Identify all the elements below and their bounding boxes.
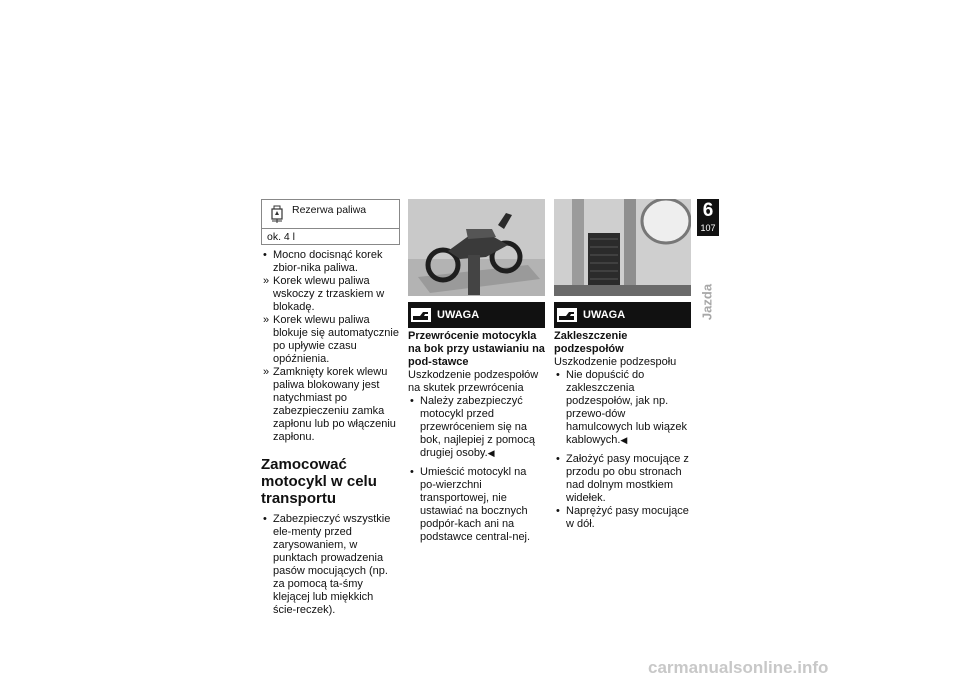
warning-title: Zakleszczenie podzespołów bbox=[554, 330, 628, 355]
fuel-reserve-value: ok. 4 l bbox=[267, 231, 296, 243]
transport-instructions bbox=[261, 513, 399, 617]
warning-banner bbox=[554, 302, 691, 328]
list-item: • Nie dopuścić do zakleszczenia podzespołów, jak np. przewo-dów hamulcowych lub wiązek kablowych.◀ bbox=[556, 369, 688, 446]
list-item: • Należy zabezpieczyć motocykl przed przewróceniem się na bok, najlepiej z pomocą drugiej osoby.◀ bbox=[410, 395, 535, 459]
warning-label: UWAGA bbox=[437, 308, 480, 321]
list-item: » Korek wlewu paliwa wskoczy z trzaskiem w blokadę. bbox=[263, 275, 385, 313]
pointing-hand-icon bbox=[411, 308, 431, 322]
warning-intro: Uszkodzenie podzespołu bbox=[554, 356, 677, 368]
fuel-reserve-box bbox=[261, 199, 400, 245]
chapter-number: 6 bbox=[702, 200, 714, 221]
table-divider bbox=[262, 228, 399, 229]
fuel-reserve-label: Rezerwa paliwa bbox=[292, 204, 367, 216]
column-tipping-warning bbox=[408, 199, 545, 544]
section-heading: Zamocować motocykl w celu transportu bbox=[261, 456, 377, 507]
motorcycle-on-trailer-photo bbox=[408, 199, 545, 296]
column-clamping-warning bbox=[554, 199, 691, 531]
list-item: • Mocno docisnąć korek zbior-nika paliwa. bbox=[263, 249, 383, 274]
chapter-label bbox=[699, 278, 717, 326]
column-fuel-and-transport bbox=[261, 199, 399, 617]
fork-and-radiator-photo bbox=[554, 199, 691, 296]
end-mark-icon: ◀ bbox=[487, 448, 495, 458]
watermark: carmanualsonline.info bbox=[648, 658, 829, 677]
end-mark-icon: ◀ bbox=[620, 435, 628, 445]
list-item: • Naprężyć pasy mocujące w dół. bbox=[556, 505, 689, 530]
list-item: » Korek wlewu paliwa blokuje się automatycznie po upływie czasu opóźnienia. bbox=[263, 314, 399, 365]
list-item: • Założyć pasy mocujące z przodu po obu stronach nad dolnym mostkiem widełek. bbox=[556, 453, 689, 504]
warning-items bbox=[408, 395, 545, 544]
list-item: • Umieścić motocykl na po-wierzchni transportowej, nie ustawiać na bocznych podpór-kach ani na podstawce central-nej. bbox=[410, 466, 531, 543]
page-number: 107 bbox=[700, 223, 716, 233]
svg-text:Jazda: Jazda bbox=[699, 283, 715, 321]
list-item: • Zabezpieczyć wszystkie ele-menty przed zarysowaniem, w punktach prowadzenia pasów mocujących (np. za pomocą ta-śmy klejącej lub miękkich ście-reczek). bbox=[263, 513, 391, 616]
warning-label: UWAGA bbox=[583, 308, 626, 321]
warning-intro: Uszkodzenie podzespołów na skutek przewrócenia bbox=[408, 369, 539, 394]
warning-items bbox=[554, 369, 691, 531]
list-item: » Zamknięty korek wlewu paliwa blokowany jest natychmiast po zabezpieczeniu zamka zapłonu lub po włączeniu zapłonu. bbox=[263, 366, 396, 443]
fuel-cap-instructions bbox=[261, 249, 399, 444]
chapter-tab bbox=[697, 199, 719, 236]
fuel-tank-icon bbox=[269, 204, 285, 224]
warning-title: Przewrócenie motocykla na bok przy ustawianiu na pod-stawce bbox=[408, 330, 545, 368]
warning-banner bbox=[408, 302, 545, 328]
pointing-hand-icon bbox=[557, 308, 577, 322]
